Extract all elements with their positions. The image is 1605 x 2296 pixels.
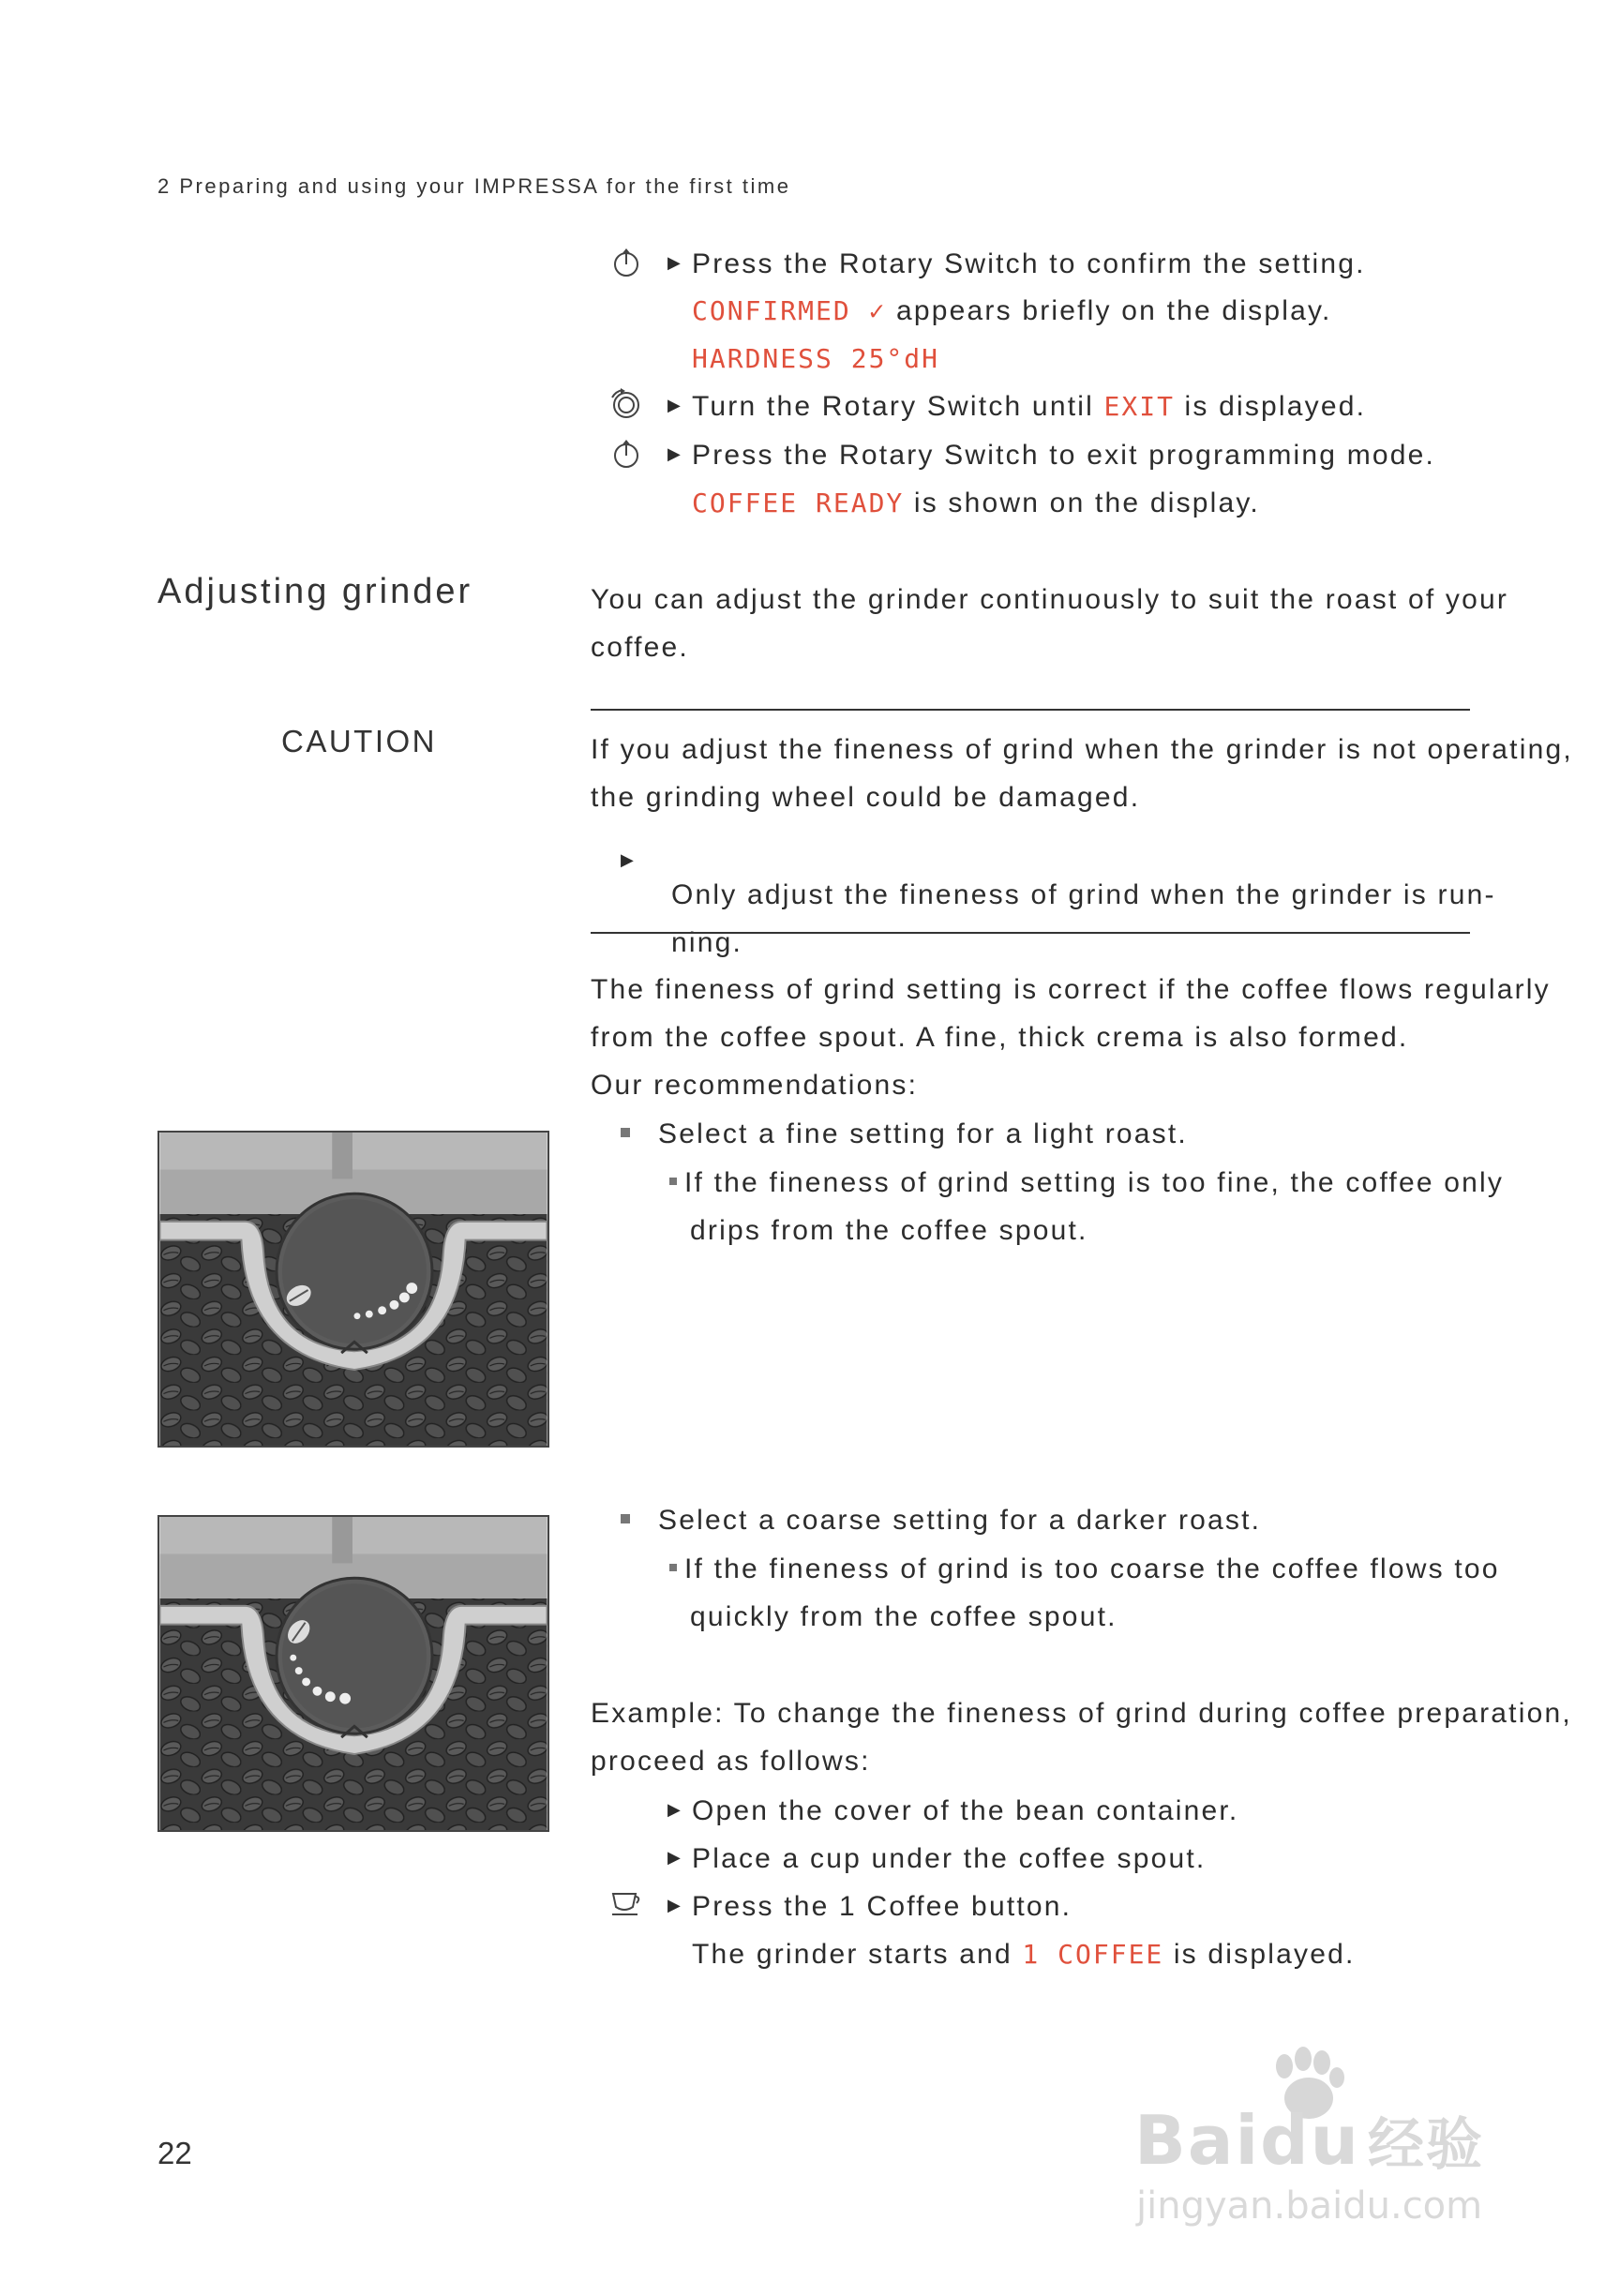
example-paragraph: Example: To change the fineness of grind during coffee preparation, proceed as follows: [591,1698,1572,1777]
recommendation-coarse-note: If the fineness of grind is too coarse the coffee flows too quickly from the coffee spout. [669,1545,1470,1641]
arrow-icon: ▶ [668,252,683,272]
coffee-cup-icon [609,1886,643,1920]
caution-rule-top [591,709,1470,711]
bullet-square-icon [621,1514,630,1523]
intro-paragraph: You can adjust the grinder continuously to suit the roast of your coffee. [591,584,1509,663]
confirmed-line: CONFIRMED ✓ appears briefly on the display. [692,295,1332,326]
arrow-icon: ▶ [668,1895,683,1914]
bullet-square-icon [621,1128,630,1137]
bullet-small-icon [669,1178,677,1185]
watermark-site: jingyan.baidu.com [1136,2184,1483,2228]
caution-bullet: ▶ Only adjust the fineness of grind when the grinder is run- ning. [621,821,1470,967]
recommendation-fine-note: If the fineness of grind setting is too fine, the coffee only drips from the coffee spout. [669,1159,1470,1254]
fineness-paragraph: The fineness of grind setting is correct if the coffee flows regularly from the coffee spout. A fine, thick crema is also formed. Our recommendations: [591,974,1551,1101]
step-open-cover: ▶ Open the cover of the bean container. [668,1787,1238,1837]
caution-rule-bottom [591,932,1470,934]
coffee-ready-line: COFFEE READY is shown on the display. [692,488,1260,518]
display-coffee-ready: COFFEE READY [692,488,905,518]
recommendation-coarse: Select a coarse setting for a darker roast. [621,1496,1261,1544]
arrow-icon: ▶ [668,1847,683,1867]
watermark-brand: Baidu [1134,2101,1360,2180]
page-number: 22 [158,2136,192,2170]
rotary-turn-icon [609,388,643,422]
display-exit: EXIT [1103,391,1175,422]
step-turn-exit: ▶ Turn the Rotary Switch until EXIT is displayed. [668,383,1366,432]
display-hardness: HARDNESS 25°dH [692,343,940,374]
grinder-starts-line: The grinder starts and 1 COFFEE is displayed. [692,1939,1356,1970]
caution-label: CAUTION [281,724,437,758]
arrow-icon: ▶ [621,849,637,869]
watermark-brand-cn: 经验 [1367,2112,1484,2178]
rotary-press-icon [609,437,643,471]
display-confirmed: CONFIRMED ✓ [692,295,887,326]
bullet-small-icon [669,1564,677,1571]
recommendation-fine: Select a fine setting for a light roast. [621,1110,1188,1158]
grinder-coarse-illustration [158,1515,549,1832]
arrow-icon: ▶ [668,1799,683,1819]
rotary-press-icon [609,246,643,279]
display-1-coffee: 1 COFFEE [1022,1939,1164,1970]
step-press-confirm: ▶ Press the Rotary Switch to confirm the setting. [668,240,1366,290]
running-header: 2 Preparing and using your IMPRESSA for the first time [158,174,791,198]
caution-text: If you adjust the fineness of grind when the grinder is not operating, the grinding wheel could be damaged. [591,734,1573,813]
step-place-cup: ▶ Place a cup under the coffee spout. [668,1835,1206,1884]
step-press-coffee: ▶ Press the 1 Coffee button. [668,1883,1072,1932]
arrow-icon: ▶ [668,395,683,414]
arrow-icon: ▶ [668,443,683,463]
grinder-fine-illustration [158,1131,549,1448]
hardness-line [692,335,939,383]
baidu-watermark [1125,2044,1500,2231]
step-press-exit: ▶ Press the Rotary Switch to exit programming mode. [668,431,1435,481]
section-title: Adjusting grinder [158,572,473,611]
